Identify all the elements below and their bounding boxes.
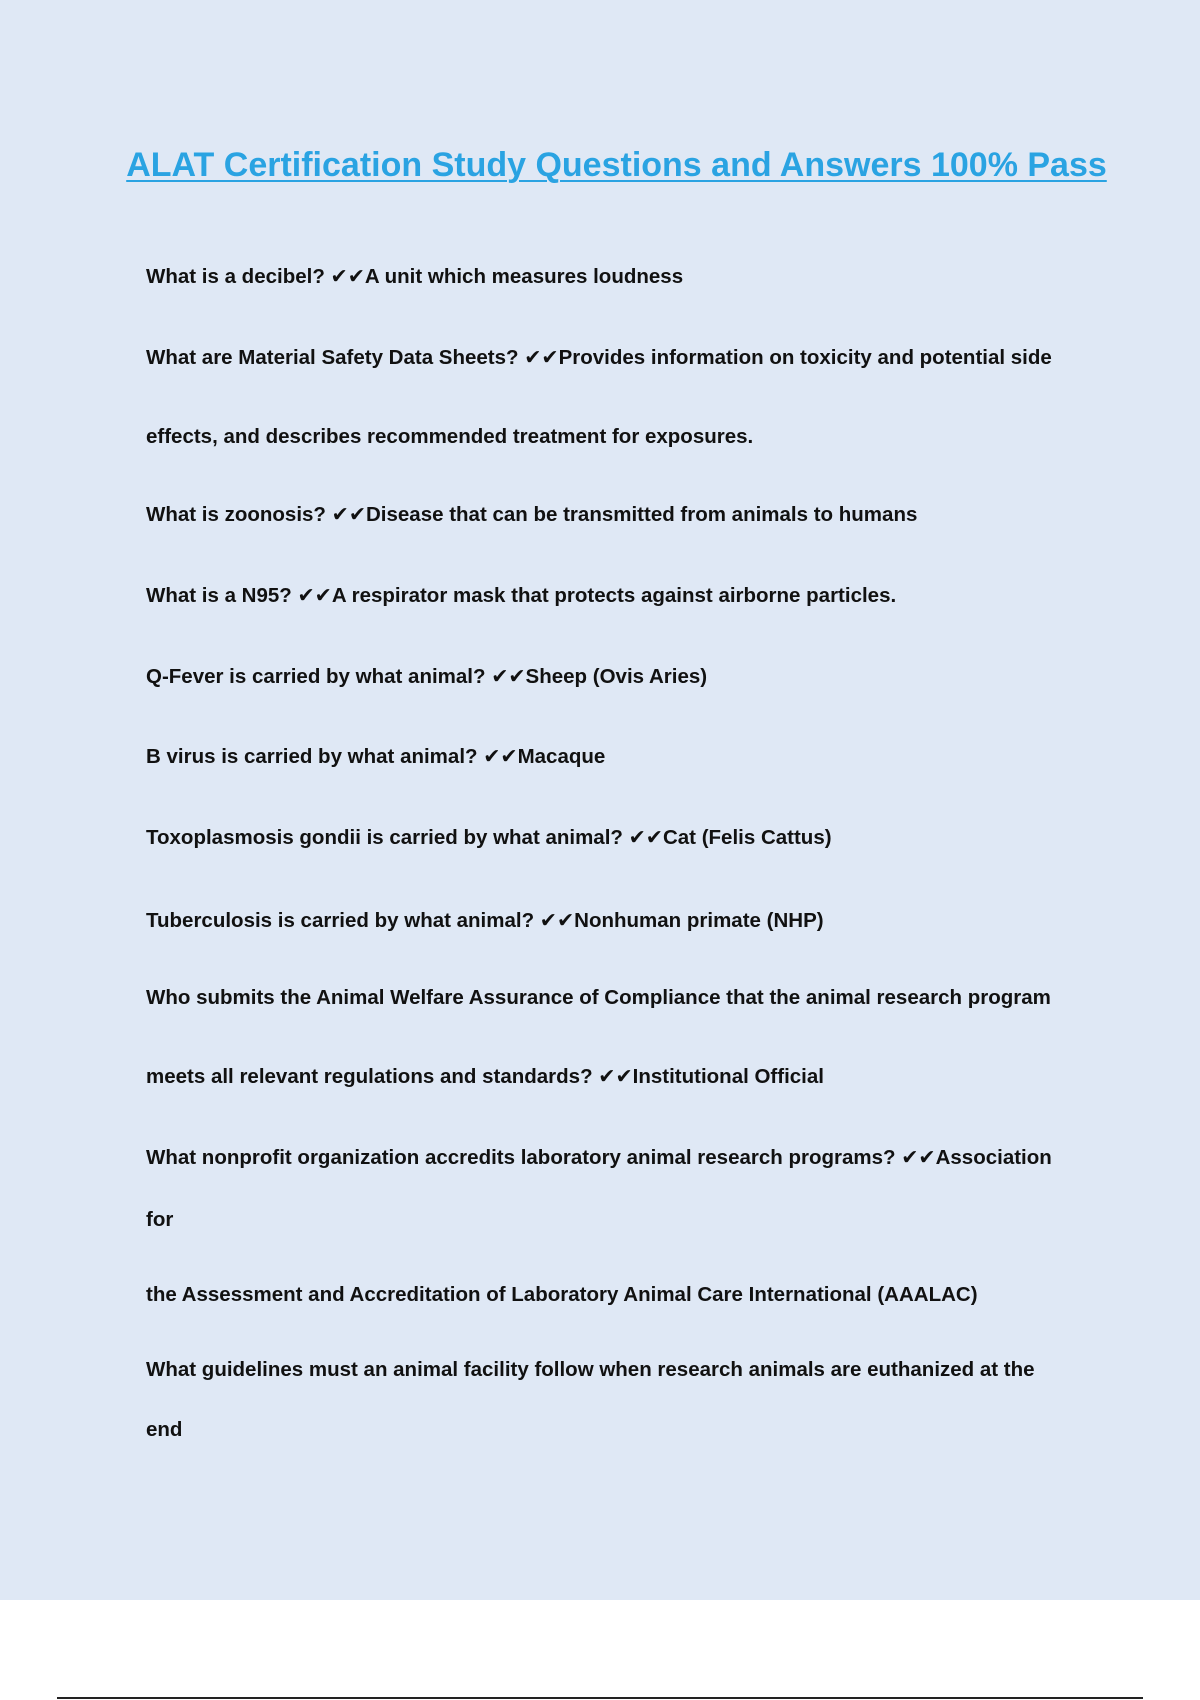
text-line: What are Material Safety Data Sheets? ✔✔Provides information on toxicity and potential side bbox=[146, 346, 1052, 369]
text-line: What nonprofit organization accredits laboratory animal research programs? ✔✔Association bbox=[146, 1146, 1052, 1169]
text-line: end bbox=[146, 1418, 183, 1441]
text-line: for bbox=[146, 1208, 174, 1231]
footer-rule bbox=[57, 1697, 1143, 1699]
document-title-text: ALAT Certification Study Questions and Answers 100% Pass bbox=[126, 146, 1107, 184]
text-line: Q-Fever is carried by what animal? ✔✔Sheep (Ovis Aries) bbox=[146, 665, 708, 688]
text-line: Toxoplasmosis gondii is carried by what animal? ✔✔Cat (Felis Cattus) bbox=[146, 826, 832, 849]
text-line: Tuberculosis is carried by what animal? ✔✔Nonhuman primate (NHP) bbox=[146, 909, 824, 932]
text-line: Who submits the Animal Welfare Assurance of Compliance that the animal research program bbox=[146, 986, 1051, 1009]
text-line: effects, and describes recommended treatment for exposures. bbox=[146, 425, 754, 448]
text-line: What is a decibel? ✔✔A unit which measures loudness bbox=[146, 265, 684, 288]
text-line: What is zoonosis? ✔✔Disease that can be transmitted from animals to humans bbox=[146, 503, 918, 526]
document-title bbox=[120, 140, 1113, 191]
text-line: meets all relevant regulations and standards? ✔✔Institutional Official bbox=[146, 1065, 824, 1088]
text-line: What guidelines must an animal facility follow when research animals are euthanized at the bbox=[146, 1358, 1035, 1381]
text-line: What is a N95? ✔✔A respirator mask that protects against airborne particles. bbox=[146, 584, 897, 607]
text-line: B virus is carried by what animal? ✔✔Macaque bbox=[146, 745, 606, 768]
text-line: the Assessment and Accreditation of Laboratory Animal Care International (AAALAC) bbox=[146, 1283, 978, 1306]
